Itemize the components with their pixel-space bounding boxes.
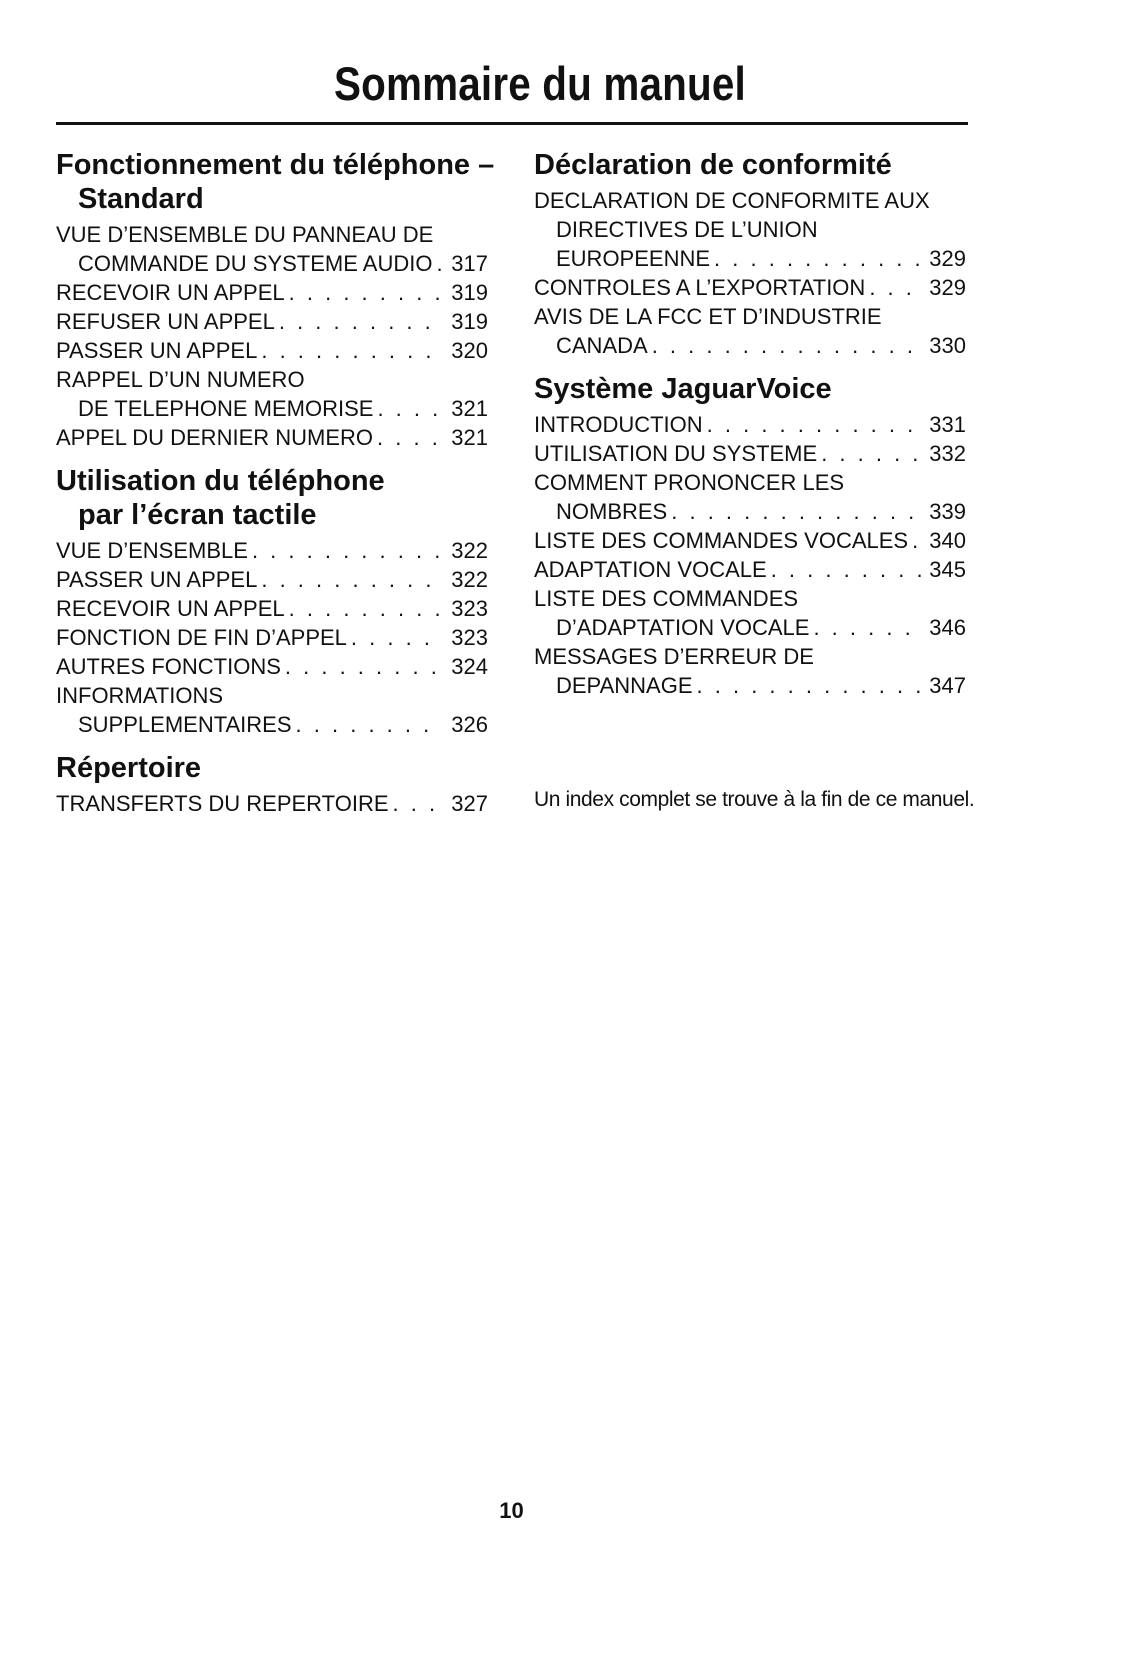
toc-page-number: 330 (929, 333, 966, 358)
dot-leader (908, 526, 921, 555)
toc-entry[interactable] (56, 336, 488, 365)
toc-entry[interactable] (56, 307, 488, 336)
toc-entry-label: RAPPEL D’UN NUMERO (56, 367, 305, 392)
toc-entry-label: AUTRES FONCTIONS (56, 654, 281, 679)
toc-entry-label: RECEVOIR UN APPEL (56, 596, 285, 621)
dot-leader (667, 497, 921, 526)
toc-entry-label: REFUSER UN APPEL (56, 309, 275, 334)
toc-entry[interactable] (56, 565, 488, 594)
toc-page-number: 323 (451, 625, 488, 650)
toc-entry-label: LISTE DES COMMANDES VOCALES (534, 528, 909, 553)
toc-page-number: 324 (451, 654, 488, 679)
dot-leader (257, 565, 443, 594)
dot-leader (248, 536, 443, 565)
page-number: 10 (499, 1498, 524, 1523)
toc-entry-label: RECEVOIR UN APPEL (56, 280, 285, 305)
toc-entry-label: AVIS DE LA FCC ET D’INDUSTRIE (534, 304, 882, 329)
toc-entry-label: DEPANNAGE (556, 673, 693, 698)
toc-left-column (56, 148, 495, 818)
toc-entry[interactable] (534, 642, 966, 700)
toc-entry-label: EUROPEENNE (556, 246, 711, 271)
dot-leader (285, 594, 444, 623)
toc-entry[interactable] (534, 302, 966, 360)
page-title: Sommaire du manuel (334, 57, 746, 110)
toc-entry[interactable] (56, 623, 488, 652)
toc-entry-label: COMMANDE DU SYSTEME AUDIO (78, 251, 433, 276)
toc-entry-label: MESSAGES D’ERREUR DE (534, 644, 814, 669)
toc-entry-label: DECLARATION DE CONFORMITE AUX (534, 188, 930, 213)
toc-entry-label: APPEL DU DERNIER NUMERO (56, 425, 374, 450)
toc-entry[interactable] (56, 652, 488, 681)
section-title-line: Répertoire (56, 752, 202, 784)
toc-entry[interactable] (534, 555, 966, 584)
toc-right-column (534, 148, 966, 700)
index-note: Un index complet se trouve à la fin de ce manuel. (534, 788, 975, 811)
toc-entry[interactable] (56, 681, 488, 739)
toc-entry[interactable] (56, 536, 488, 565)
toc-page-number: 319 (451, 280, 488, 305)
toc-page-number: 322 (451, 538, 488, 563)
toc-entry[interactable] (56, 278, 488, 307)
toc-page-number: 332 (929, 441, 966, 466)
dot-leader (285, 278, 444, 307)
dot-leader (389, 789, 444, 818)
section-title-line: par l’écran tactile (78, 499, 317, 531)
toc-entry-label: VUE D’ENSEMBLE DU PANNEAU DE (56, 222, 434, 247)
toc-entry-label: INTRODUCTION (534, 412, 703, 437)
dot-leader (257, 336, 443, 365)
toc-page-number: 326 (451, 712, 488, 737)
toc-page-number: 347 (929, 673, 966, 698)
toc-entry-label: CONTROLES A L’EXPORTATION (534, 275, 866, 300)
toc-entry-label: D’ADAPTATION VOCALE (556, 615, 810, 640)
toc-page-number: 320 (451, 338, 488, 363)
dot-leader (373, 423, 443, 452)
toc-entry[interactable] (56, 423, 488, 452)
toc-page-number: 322 (451, 567, 488, 592)
section-title-line: Système JaguarVoice (534, 373, 832, 405)
toc-page-number: 346 (929, 615, 966, 640)
dot-leader (817, 439, 921, 468)
dot-leader (292, 710, 444, 739)
section-title (534, 148, 966, 182)
section-title (56, 464, 488, 532)
toc-page-number: 321 (451, 425, 488, 450)
toc-entry-label: FONCTION DE FIN D’APPEL (56, 625, 347, 650)
toc-page-number: 323 (451, 596, 488, 621)
toc-page-number: 319 (451, 309, 488, 334)
toc-entry[interactable] (56, 220, 488, 278)
toc-entry[interactable] (534, 410, 966, 439)
toc-entry[interactable] (56, 365, 488, 423)
toc-page-number: 329 (929, 275, 966, 300)
toc-entry[interactable] (534, 186, 966, 273)
toc-page-number: 321 (451, 396, 488, 421)
section-title (56, 148, 495, 216)
toc-entry-label: NOMBRES (556, 499, 668, 524)
dot-leader (373, 394, 443, 423)
section-title-line: Standard (78, 183, 204, 215)
toc-entry[interactable] (534, 468, 966, 526)
dot-leader (275, 307, 443, 336)
section-title (534, 372, 966, 406)
toc-entry-label: TRANSFERTS DU REPERTOIRE (56, 791, 389, 816)
dot-leader (347, 623, 443, 652)
toc-entry-label: DE TELEPHONE MEMORISE (78, 396, 374, 421)
section-title-line: Utilisation du téléphone (56, 465, 385, 497)
toc-page-number: 345 (929, 557, 966, 582)
dot-leader (767, 555, 922, 584)
toc-entry[interactable] (56, 594, 488, 623)
toc-entry[interactable] (534, 273, 966, 302)
toc-entry[interactable] (534, 526, 966, 555)
toc-entry-label: SUPPLEMENTAIRES (78, 712, 292, 737)
toc-entry-label: ADAPTATION VOCALE (534, 557, 767, 582)
dot-leader (809, 613, 921, 642)
dot-leader (693, 671, 922, 700)
toc-entry[interactable] (56, 789, 488, 818)
section-title-line: Déclaration de conformité (534, 149, 892, 181)
section-title-line: Fonctionnement du téléphone – (56, 149, 495, 181)
toc-entry-label: CANADA (556, 333, 648, 358)
toc-entry[interactable] (534, 584, 966, 642)
title-divider (56, 122, 968, 125)
toc-page-number: 327 (451, 791, 488, 816)
toc-page-number: 317 (451, 251, 488, 276)
dot-leader (281, 652, 443, 681)
toc-entry[interactable] (534, 439, 966, 468)
dot-leader (703, 410, 922, 439)
dot-leader (432, 249, 443, 278)
toc-entry-label: COMMENT PRONONCER LES (534, 470, 845, 495)
toc-page-number: 329 (929, 246, 966, 271)
toc-entry-label: UTILISATION DU SYSTEME (534, 441, 818, 466)
toc-page-number: 340 (929, 528, 966, 553)
toc-entry-label: PASSER UN APPEL (56, 567, 258, 592)
toc-entry-label: INFORMATIONS (56, 683, 224, 708)
toc-entry-label: VUE D’ENSEMBLE (56, 538, 248, 563)
toc-entry-label: DIRECTIVES DE L’UNION (556, 217, 818, 242)
dot-leader (710, 244, 921, 273)
toc-page-number: 331 (929, 412, 966, 437)
dot-leader (648, 331, 922, 360)
toc-entry-label: PASSER UN APPEL (56, 338, 258, 363)
section-title (56, 751, 488, 785)
toc-entry-label: LISTE DES COMMANDES (534, 586, 799, 611)
toc-page-number: 339 (929, 499, 966, 524)
dot-leader (865, 273, 921, 302)
